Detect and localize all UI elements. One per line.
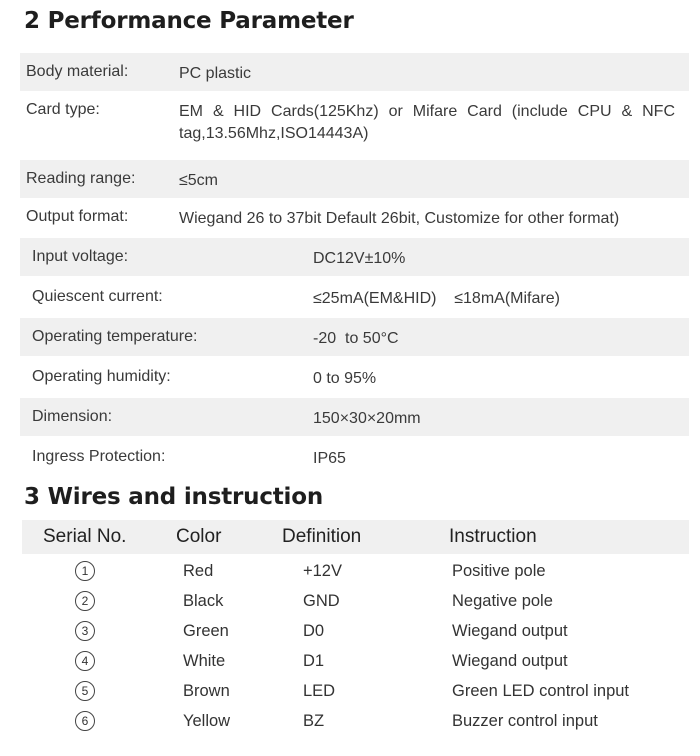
param-value: IP65 <box>313 450 346 467</box>
wire-color: Green <box>183 622 229 640</box>
performance-parameter-heading: 2 Performance Parameter <box>24 8 354 34</box>
wire-instruction: Negative pole <box>452 592 553 610</box>
wire-instruction: Wiegand output <box>452 652 568 670</box>
wire-color: Red <box>183 562 214 580</box>
wire-instruction: Green LED control input <box>452 682 630 700</box>
wire-definition: +12V <box>303 562 342 580</box>
param-value: EM & HID Cards(125Khz) or Mifare Card (include CPU & NFC tag,13.56Mhz,ISO14443A) <box>179 103 675 142</box>
wire-color: Black <box>183 592 224 610</box>
param-value: 0 to 95% <box>313 370 377 387</box>
param-value: ≤25mA(EM&HID) ≤18mA(Mifare) <box>313 290 560 307</box>
param-label: Quiescent current: <box>32 288 163 305</box>
param-label: Ingress Protection: <box>32 448 166 465</box>
wires-table-header <box>22 520 689 554</box>
serial-number: 4 <box>75 651 95 671</box>
param-row-operating-temperature <box>20 318 689 356</box>
param-label: Reading range: <box>26 170 136 187</box>
param-row-body-material <box>20 53 689 91</box>
table-row <box>0 586 700 616</box>
param-value: Wiegand 26 to 37bit Default 26bit, Customize for other format) <box>179 210 620 227</box>
wires-instruction-heading: 3 Wires and instruction <box>24 484 324 510</box>
wire-definition: D0 <box>303 622 325 640</box>
param-label: Dimension: <box>32 408 113 425</box>
param-row-quiescent-current <box>20 278 689 316</box>
header-definition: Definition <box>282 526 362 547</box>
param-label: Input voltage: <box>32 248 129 265</box>
header-color: Color <box>176 526 222 547</box>
table-row <box>0 646 700 676</box>
param-row-output-format <box>20 198 689 236</box>
table-row <box>0 556 700 586</box>
wire-instruction: Buzzer control input <box>452 712 598 730</box>
param-row-input-voltage <box>20 238 689 276</box>
wire-instruction: Positive pole <box>452 562 546 580</box>
serial-number: 2 <box>75 591 95 611</box>
param-row-reading-range <box>20 160 689 198</box>
param-value: PC plastic <box>179 65 252 82</box>
wire-color: Yellow <box>183 712 231 730</box>
param-label: Card type: <box>26 101 100 118</box>
param-row-operating-humidity <box>20 358 689 396</box>
table-row <box>0 616 700 646</box>
wire-definition: LED <box>303 682 336 700</box>
param-value: DC12V±10% <box>313 250 406 267</box>
param-row-card-type <box>20 91 689 158</box>
wire-definition: D1 <box>303 652 325 670</box>
header-serial-no: Serial No. <box>43 526 127 547</box>
param-value: 150×30×20mm <box>313 410 421 427</box>
param-label: Operating humidity: <box>32 368 171 385</box>
serial-number: 6 <box>75 711 95 731</box>
wire-color: White <box>183 652 226 670</box>
param-label: Output format: <box>26 208 129 225</box>
wire-color: Brown <box>183 682 230 700</box>
serial-number: 5 <box>75 681 95 701</box>
param-value: ≤5cm <box>179 172 219 189</box>
header-instruction: Instruction <box>449 526 537 547</box>
param-row-dimension <box>20 398 689 436</box>
serial-number: 3 <box>75 621 95 641</box>
param-label: Operating temperature: <box>32 328 198 345</box>
table-row <box>0 676 700 706</box>
wire-definition: GND <box>303 592 340 610</box>
serial-number: 1 <box>75 561 95 581</box>
param-row-ingress-protection <box>20 438 689 476</box>
table-row <box>0 706 700 736</box>
wire-instruction: Wiegand output <box>452 622 568 640</box>
param-label: Body material: <box>26 63 129 80</box>
param-value: -20 to 50°C <box>313 330 399 347</box>
wire-definition: BZ <box>303 712 325 730</box>
